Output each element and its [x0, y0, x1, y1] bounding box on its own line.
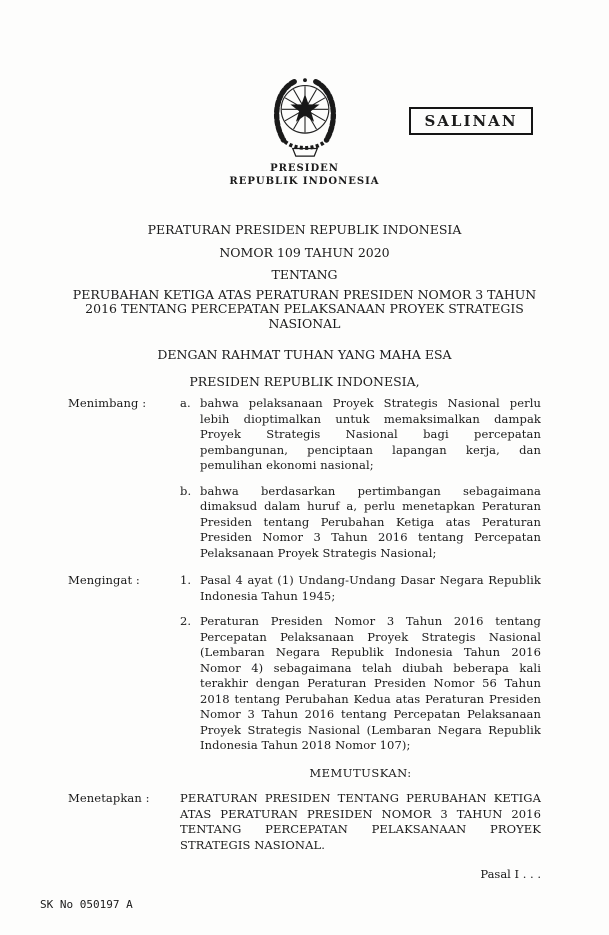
enacting-section	[68, 791, 541, 853]
item-marker: a.	[180, 396, 191, 410]
salinan-label: SALINAN	[424, 112, 518, 130]
considering-section	[68, 396, 541, 561]
citing-items	[180, 573, 541, 754]
about-label: TENTANG	[271, 267, 338, 282]
citing-item-2	[180, 614, 541, 754]
document-body	[68, 396, 541, 865]
item-text: Peraturan Presiden Nomor 3 Tahun 2016 tentang Percepatan Pelaksanaan Proyek Strategis Nasional (Lembaran Negara Republik Indonesia Tahun 2016 Nomor 4) sebagaimana telah diubah beberapa kali terakhir dengan Peraturan Presiden Nomor 56 Tahun 2018 tentang Perubahan Kedua atas Peraturan Presiden Nomor 3 Tahun 2016 tentang Percepatan Pelaksanaan Proyek Strategis Nasional (Lembaran Negara Republik Indonesia Tahun 2018 Nomor 107);	[200, 614, 541, 752]
item-text: bahwa berdasarkan pertimbangan sebagaimana dimaksud dalam huruf a, perlu menetapkan Peraturan Presiden tentang Perubahan Ketiga atas Peraturan Presiden Nomor 3 Tahun 2016 tentang Percepatan Pelaksanaan Proyek Strategis Nasional;	[200, 483, 541, 560]
doc-subject: PERUBAHAN KETIGA ATAS PERATURAN PRESIDEN NOMOR 3 TAHUN 2016 TENTANG PERCEPATAN PELAKSANAAN PROYEK STRATEGIS NASIONAL	[72, 286, 537, 331]
doc-type-title: PERATURAN PRESIDEN REPUBLIK INDONESIA	[147, 222, 462, 237]
doc-number: NOMOR 109 TAHUN 2020	[219, 244, 390, 260]
citing-section	[68, 573, 541, 754]
item-marker: 2.	[180, 614, 192, 628]
letterhead	[0, 163, 609, 188]
salinan-stamp	[409, 107, 533, 135]
considering-label: Menimbang :	[68, 396, 147, 410]
item-marker: 1.	[180, 573, 192, 587]
item-text: bahwa pelaksanaan Proyek Strategis Nasional perlu lebih dioptimalkan untuk memaksimalkan dampak Proyek Strategis Nasional bagi percepatan pembangunan, penciptaan lapangan kerja, dan pemulihan ekonomi nasional;	[200, 396, 541, 472]
considering-items	[180, 396, 541, 561]
invocation-line: DENGAN RAHMAT TUHAN YANG MAHA ESA	[157, 347, 452, 362]
enacting-label: Menetapkan :	[68, 791, 150, 805]
citing-label: Mengingat :	[68, 573, 140, 587]
memutuskan-heading: MEMUTUSKAN:	[309, 765, 412, 780]
document-title-block	[40, 223, 569, 389]
enacting-text: PERATURAN PRESIDEN TENTANG PERUBAHAN KETIGA ATAS PERATURAN PRESIDEN NOMOR 3 TAHUN 2016 TENTANG PERCEPATAN PELAKSANAAN PROYEK STRATEGIS NASIONAL.	[180, 791, 541, 852]
considering-item-b	[180, 484, 541, 562]
item-marker: b.	[180, 483, 192, 498]
letterhead-presiden: PRESIDEN	[270, 163, 339, 174]
authority-line: PRESIDEN REPUBLIK INDONESIA,	[189, 373, 420, 389]
serial-number: SK No 050197 A	[40, 898, 133, 911]
considering-item-a	[180, 396, 541, 474]
item-text: Pasal 4 ayat (1) Undang-Undang Dasar Negara Republik Indonesia Tahun 1945;	[200, 573, 541, 603]
citing-item-1	[180, 573, 541, 604]
page-continuation-marker: Pasal I . . .	[480, 867, 541, 881]
letterhead-republik-indonesia: REPUBLIK INDONESIA	[229, 176, 380, 187]
presidential-seal-icon	[266, 74, 344, 160]
